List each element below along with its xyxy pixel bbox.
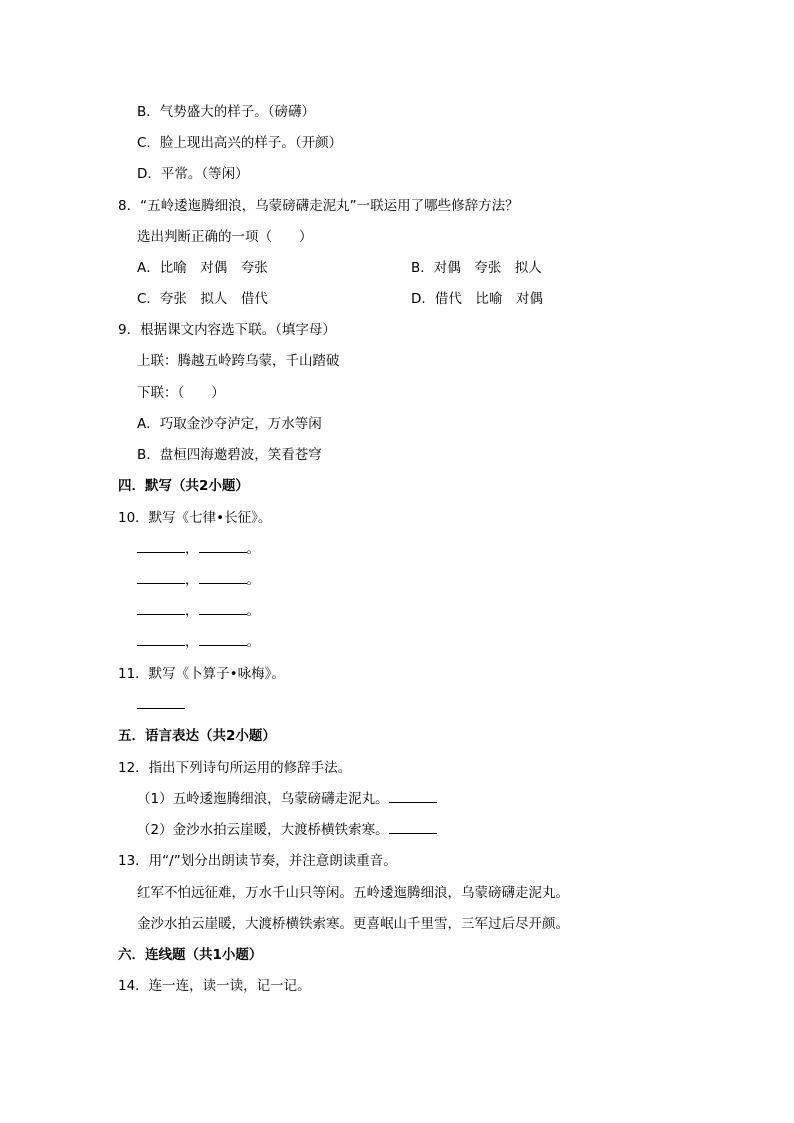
answer-blank[interactable]: [137, 602, 185, 615]
q9-stem: 9．根据课文内容选下联。（填字母）: [118, 322, 336, 338]
q7-option-c: C．脸上现出高兴的样子。（开颜）: [137, 135, 343, 151]
q8-stem: 8．“五岭逶迤腾细浪，乌蒙磅礴走泥丸”一联运用了哪些修辞方法？: [118, 198, 519, 214]
q12-item-2: （2）金沙水拍云崖暖，大渡桥横铁索寒。: [137, 821, 437, 839]
answer-blank[interactable]: [389, 790, 437, 803]
answer-blank[interactable]: [199, 571, 247, 584]
q10-blank-line-1: ， 。: [137, 540, 260, 558]
q10-stem: 10．默写《七律•长征》。: [118, 510, 272, 526]
q8-instruction: 选出判断正确的一项（ ）: [137, 229, 313, 245]
q12-stem: 12．指出下列诗句所运用的修辞手法。: [118, 760, 352, 776]
q9-lower-couplet: 下联：（ ）: [137, 385, 225, 401]
answer-blank[interactable]: [137, 696, 185, 709]
answer-blank[interactable]: [199, 602, 247, 615]
q10-blank-line-4: ， 。: [137, 633, 260, 651]
q10-blank-line-2: ， 。: [137, 571, 260, 589]
q13-poem-line-1: 红军不怕远征难，万水千山只等闲。五岭逶迤腾细浪，乌蒙磅礴走泥丸。: [137, 885, 569, 901]
answer-blank[interactable]: [137, 633, 185, 646]
q14-stem: 14．连一连，读一读，记一记。: [118, 978, 311, 994]
q9-option-a: A．巧取金沙夺泸定，万水等闲: [137, 416, 322, 432]
q8-option-d: D．借代 比喻 对偶: [411, 291, 543, 307]
q8-option-c: C．夸张 拟人 借代: [137, 291, 268, 307]
answer-blank[interactable]: [137, 540, 185, 553]
answer-blank[interactable]: [389, 821, 437, 834]
section-5-heading: 五．语言表达（共2小题）: [118, 728, 276, 744]
q9-option-b: B．盘桓四海邀碧波，笑看苍穹: [137, 447, 322, 463]
q13-poem-line-2: 金沙水拍云崖暖，大渡桥横铁索寒。更喜岷山千里雪，三军过后尽开颜。: [137, 916, 569, 932]
section-6-heading: 六．连线题（共1小题）: [118, 947, 263, 963]
q13-stem: 13．用“/”划分出朗读节奏，并注意朗读重音。: [118, 853, 397, 869]
q8-option-a: A．比喻 对偶 夸张: [137, 260, 268, 276]
q9-upper-couplet: 上联：腾越五岭跨乌蒙，千山踏破: [137, 353, 340, 369]
answer-blank[interactable]: [199, 633, 247, 646]
q7-option-b: B．气势盛大的样子。（磅礴）: [137, 104, 316, 120]
q10-blank-line-3: ， 。: [137, 602, 260, 620]
answer-blank[interactable]: [137, 571, 185, 584]
q7-option-d: D．平常。（等闲）: [137, 166, 249, 182]
q8-option-b: B．对偶 夸张 拟人: [411, 260, 542, 276]
answer-blank[interactable]: [199, 540, 247, 553]
q11-blank-line: [137, 696, 185, 714]
q12-item-1: （1）五岭逶迤腾细浪，乌蒙磅礴走泥丸。: [137, 790, 437, 808]
section-4-heading: 四．默写（共2小题）: [118, 478, 249, 494]
q11-stem: 11．默写《卜算子•咏梅》。: [118, 666, 285, 682]
